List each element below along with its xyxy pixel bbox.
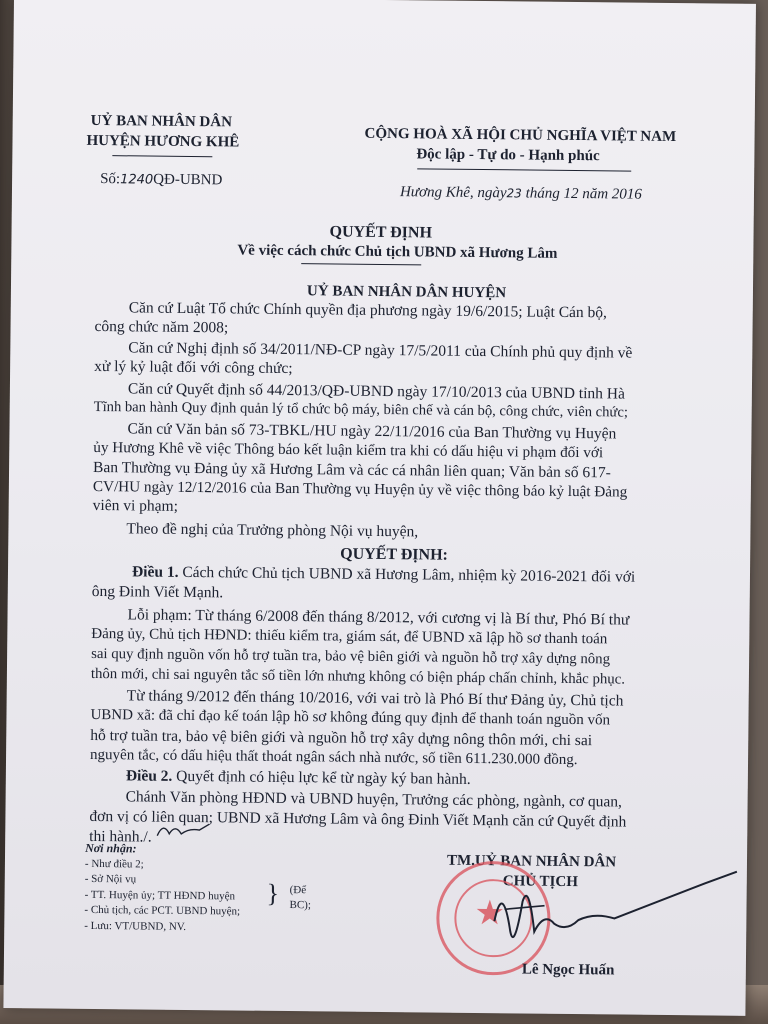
recipient-item: - Lưu: VT/UBND, NV. (84, 919, 187, 933)
agency-name-line2: HUYỆN HƯƠNG KHÊ (86, 132, 240, 151)
body-line: Căn cứ Quyết định số 44/2013/QĐ-UBND ngày 17/10/2013 của UBND tỉnh Hà (127, 380, 626, 403)
article-1-first-line (132, 563, 635, 586)
document-subject: Về việc cách chức Chủ tịch UBND xã Hương Lâm (237, 242, 558, 262)
body-line: Tĩnh ban hành Quy định quản lý tổ chức bộ máy, biên chế và cán bộ, công chức, viên chức; (93, 398, 628, 421)
recipients-block (84, 841, 241, 936)
signature-title-line1: TM.UỶ BAN NHÂN DÂN (446, 852, 617, 871)
national-motto: Độc lập - Tự do - Hạnh phúc (416, 146, 600, 165)
body-line: Theo đề nghị của Trưởng phòng Nội vụ huyện, (126, 520, 419, 541)
article-line: UBND xã: đã chỉ đạo kế toán lập hồ sơ không đúng quy định để thanh toán nguồn vốn (90, 706, 611, 729)
doc-number-suffix: QĐ-UBND (153, 171, 223, 189)
issuing-authority: UỶ BAN NHÂN DÂN HUYỆN (306, 283, 507, 302)
body-line: công chức năm 2008; (94, 317, 229, 337)
body-line: xử lý kỷ luật đối với công chức; (94, 357, 293, 378)
body-line: Căn cứ Nghị định số 34/2011/NĐ-CP ngày 17/5/2011 của Chính phủ quy định về (128, 339, 633, 362)
article-2-text: Quyết định có hiệu lực kể từ ngày ký ban hành. (176, 767, 471, 788)
body-line: ủy Hương Khê về việc Thông báo kết luận kiểm tra khi có dấu hiệu vi phạm đối với (93, 438, 604, 462)
article-1-label: Điều 1. (131, 563, 179, 581)
recipient-item: - TT. Huyện ủy; TT HĐND huyện (84, 888, 236, 902)
document-page (3, 0, 756, 1016)
subject-underline (301, 263, 421, 265)
article-line: nguyên tắc, có dấu hiệu thất thoát ngân sách nhà nước, số tiền 611.230.000 đồng. (89, 746, 578, 769)
doc-number-handwritten: 1240 (120, 172, 154, 188)
body-line: Ban Thường vụ Đảng ủy xã Hương Lâm và các cá nhân liên quan; Văn bản số 617- (92, 458, 611, 482)
recipients-note (289, 883, 311, 913)
doc-number (100, 171, 222, 189)
article-line: Chánh Văn phòng HĐND và UBND huyện, Trưởng các phòng, ngành, cơ quan, (125, 788, 623, 811)
article-1-text: Cách chức Chủ tịch UBND xã Hương Lâm, nhiệm kỳ 2016-2021 đối với (182, 563, 636, 586)
body-line: Căn cứ Văn bản số 73-TBKL/HU ngày 22/11/2016 của Ban Thường vụ Huyện (127, 420, 617, 443)
article-line: hỗ trợ tuần tra, bảo vệ biên giới và nguồn hỗ trợ xây dựng nông thôn mới, chi sai (90, 726, 593, 750)
article-line: thi hành./. (89, 827, 152, 846)
signer-name: Lê Ngọc Huấn (521, 961, 615, 979)
article-line: Từ tháng 9/2012 đến tháng 10/2016, với vai trò là Phó Bí thư Đảng ủy, Chủ tịch (126, 687, 624, 710)
place-date-suffix: tháng 12 năm 2016 (525, 185, 642, 203)
place-date-prefix: Hương Khê, ngày (399, 184, 507, 202)
article-line: Đảng ủy, Chủ tịch HĐND: thiếu kiểm tra, giám sát, để UBND xã lập hồ sơ thanh toán (91, 625, 608, 648)
decision-heading: QUYẾT ĐỊNH: (340, 545, 448, 564)
body-line: Căn cứ Luật Tổ chức Chính quyền địa phương ngày 19/6/2015; Luật Cán bộ, (128, 299, 608, 322)
place-date-day: 23 (506, 186, 522, 201)
recipients-heading: Nơi nhận: (85, 840, 137, 856)
motto-underline (417, 168, 631, 171)
recipient-item: - Chủ tịch, các PCT. UBND huyện; (84, 903, 241, 918)
recipients-brace: } (266, 878, 280, 908)
article-line: Lỗi phạm: Từ tháng 6/2008 đến tháng 8/2012, với cương vị là Bí thư, Phó Bí thư (127, 606, 630, 629)
article-2-first-line (126, 767, 471, 789)
article-line: ông Đinh Viết Mạnh. (91, 582, 224, 602)
handwritten-signature (474, 861, 745, 964)
recipients-note-line2: BC); (289, 899, 311, 912)
agency-name-line1: UỶ BAN NHÂN DÂN (90, 112, 233, 131)
seal-star-icon: ★ (474, 894, 506, 933)
place-date (400, 184, 642, 204)
article-line: sai quy định nguồn vốn hỗ trợ tuần tra, bảo vệ biên giới và nguồn hỗ trợ xây dựng nông (91, 645, 611, 668)
handwritten-initial-mark (153, 816, 213, 845)
body-line: CV/HU ngày 12/12/2016 của Ban Thường vụ Huyện ủy về việc thông báo kỷ luật Đảng (92, 477, 628, 501)
recipient-item: - Sở Nội vụ (84, 872, 137, 886)
article-line: thôn mới, chi sai nguyên tắc số tiền lớn nhưng không có biện pháp chấn chỉnh, khắc phục. (90, 665, 626, 688)
national-title: CỘNG HOÀ XÃ HỘI CHỦ NGHĨA VIỆT NAM (364, 125, 677, 146)
recipients-note-line1: (Để (289, 884, 307, 897)
document-title: QUYẾT ĐỊNH (329, 223, 433, 242)
doc-number-prefix: Số: (100, 171, 121, 188)
article-2-label: Điều 2. (125, 767, 173, 785)
article-line: đơn vị có liên quan; UBND xã Hương Lâm và ông Đinh Viết Mạnh căn cứ Quyết định (89, 807, 627, 831)
recipient-item: - Như điều 2; (84, 857, 144, 871)
body-line: viên vi phạm; (92, 496, 179, 515)
signature-title-line2: CHỦ TỊCH (502, 873, 579, 891)
agency-underline (112, 155, 212, 157)
